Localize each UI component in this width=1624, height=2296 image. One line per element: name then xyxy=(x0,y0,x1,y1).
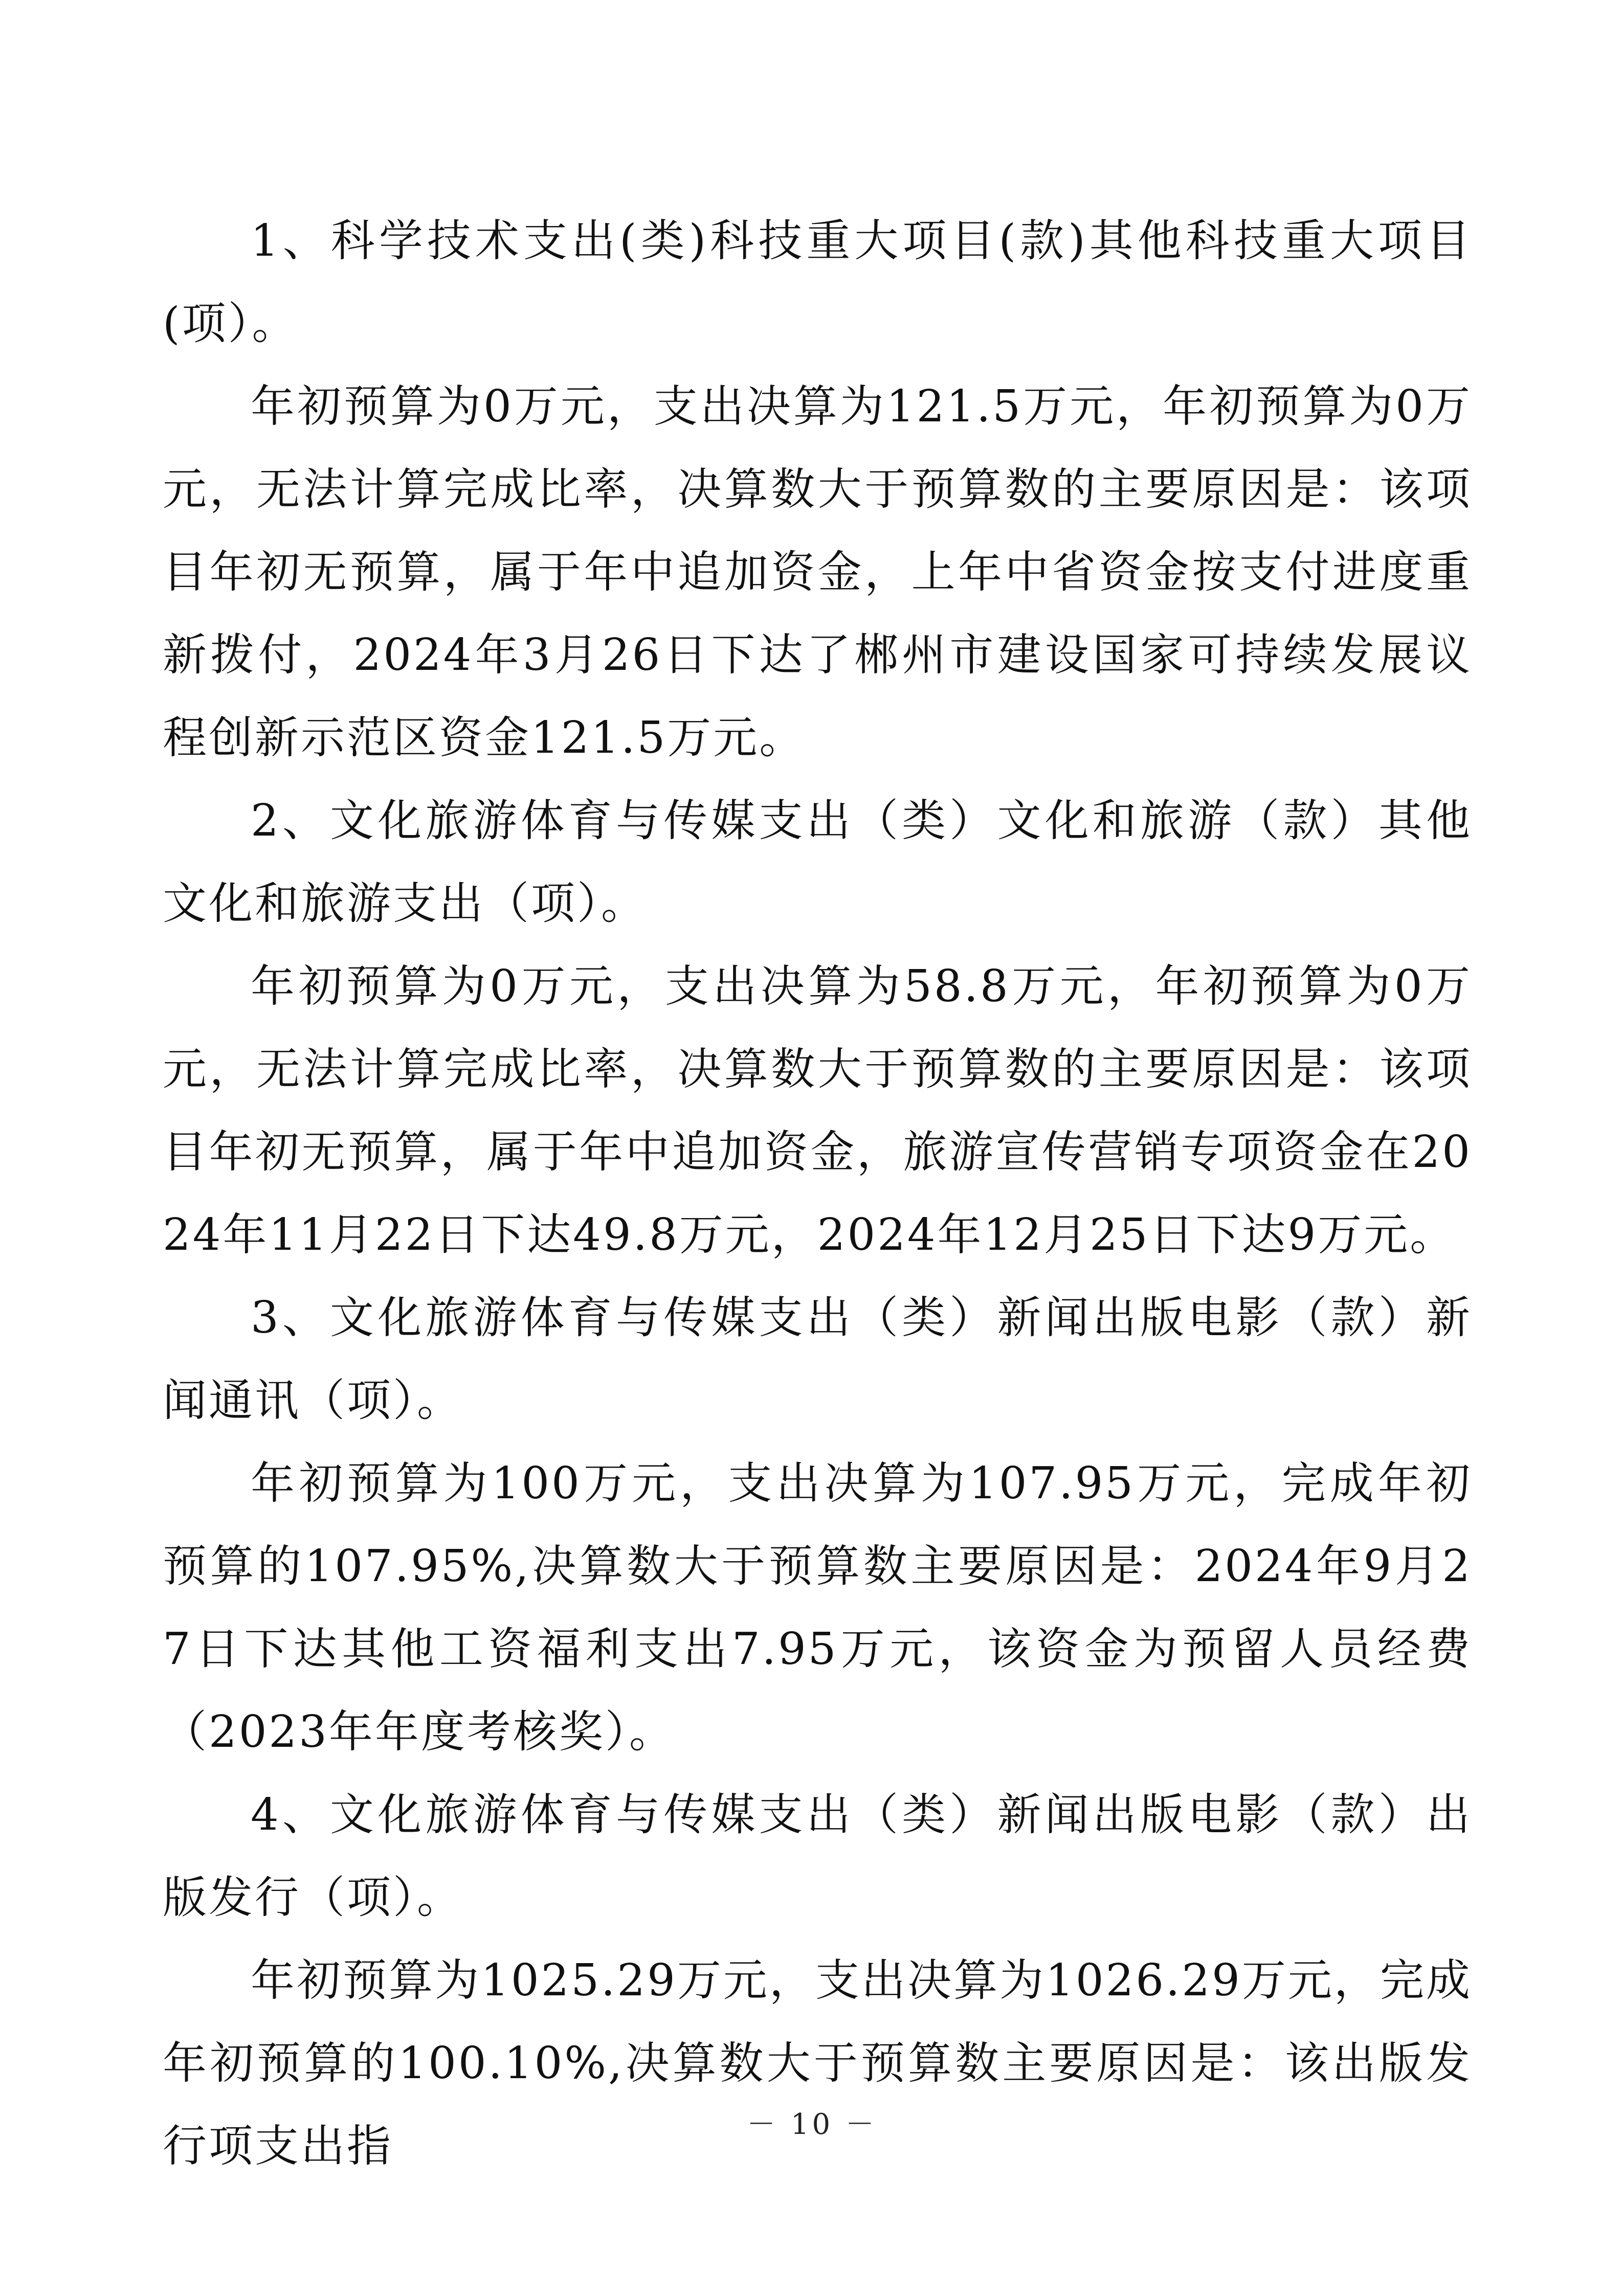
section-3-heading: 3、文化旅游体育与传媒支出（类）新闻出版电影（款）新闻通讯（项）。 xyxy=(163,1292,1472,1426)
section-1-heading: 1、科学技术支出(类)科技重大项目(款)其他科技重大项目(项）。 xyxy=(163,215,1472,349)
page-number: － 10 － xyxy=(747,2108,877,2141)
section-2-heading: 2、文化旅游体育与传媒支出（类）文化和旅游（款）其他文化和旅游支出（项）。 xyxy=(163,795,1472,929)
section-3-body: 年初预算为100万元，支出决算为107.95万元，完成年初预算的107.95%,决算数大于预算数主要原因是：2024年9月27日下达其他工资福利支出7.95万元，该资金为预留人员经费（2023年年度考核奖）。 xyxy=(163,1458,1472,1758)
section-2-body: 年初预算为0万元，支出决算为58.8万元，年初预算为0万元，无法计算完成比率，决算数大于预算数的主要原因是：该项目年初无预算，属于年中追加资金，旅游宣传营销专项资金在2024年11月22日下达49.8万元，2024年12月25日下达9万元。 xyxy=(163,961,1472,1260)
section-4-body: 年初预算为1025.29万元，支出决算为1026.29万元，完成年初预算的100.10%,决算数大于预算数主要原因是：该出版发行项支出指 xyxy=(163,1955,1472,2172)
section-1-body: 年初预算为0万元，支出决算为121.5万元，年初预算为0万元，无法计算完成比率，决算数大于预算数的主要原因是：该项目年初无预算，属于年中追加资金，上年中省资金按支付进度重新拨付，2024年3月26日下达了郴州市建设国家可持续发展议程创新示范区资金121.5万元。 xyxy=(163,381,1472,763)
document-body xyxy=(163,199,1472,2188)
section-4-heading: 4、文化旅游体育与传媒支出（类）新闻出版电影（款）出版发行（项）。 xyxy=(163,1789,1472,1923)
